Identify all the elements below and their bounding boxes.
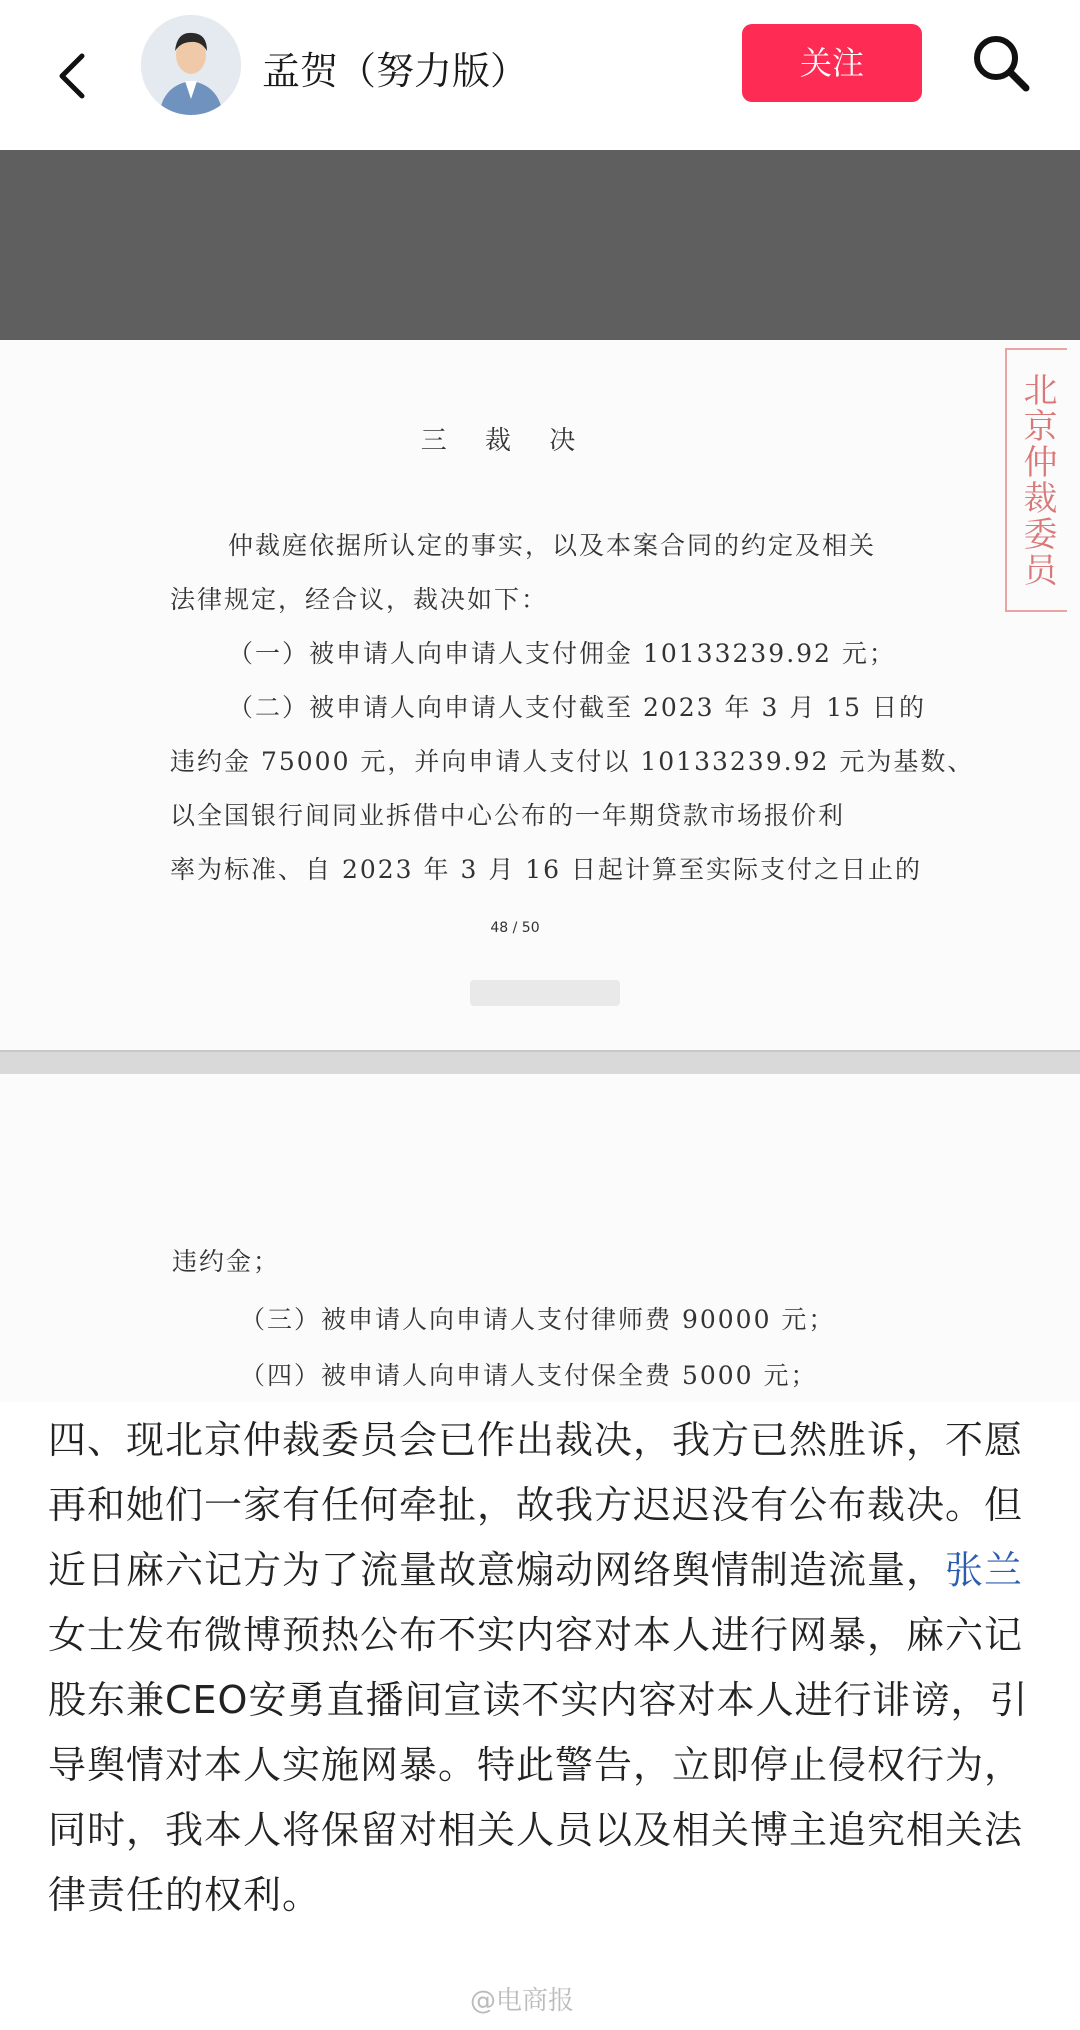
post-image[interactable] bbox=[0, 150, 1080, 1402]
document-title: 三 裁 决 bbox=[420, 426, 580, 456]
document-page-2 bbox=[0, 1074, 1080, 1402]
document-line: 仲裁庭依据所认定的事实，以及本案合同的约定及相关 bbox=[228, 531, 877, 560]
document-line: （二）被申请人向申请人支付截至 2023 年 3 月 15 日的 bbox=[228, 693, 927, 722]
post-text-part: 女士发布微博预热公布不实内容对本人进行网暴，麻六记股东兼CEO安勇直播间宣读不实内容对本人进行诽谤，引导舆情对本人实施网暴。特此警告，立即停止侵权行为，同时，我本人将保留对相关人员以及相关博主追究相关法律责任的权利。 bbox=[48, 1613, 1029, 1917]
document-line: 违约金； bbox=[172, 1247, 281, 1276]
search-button[interactable] bbox=[970, 32, 1032, 94]
document-line: 违约金 75000 元，并向申请人支付以 10133239.92 元为基数、 bbox=[170, 747, 975, 776]
back-button[interactable] bbox=[50, 52, 98, 100]
mention-link[interactable]: 张兰 bbox=[945, 1548, 1024, 1592]
image-dark-band bbox=[0, 150, 1080, 340]
page-divider bbox=[0, 1050, 1080, 1076]
document-line: （一）被申请人向申请人支付佣金 10133239.92 元； bbox=[228, 639, 896, 668]
post-text bbox=[48, 1408, 1038, 1928]
follow-button[interactable]: 关注 bbox=[742, 24, 922, 102]
document-line: （三）被申请人向申请人支付律师费 90000 元； bbox=[240, 1305, 836, 1334]
document-line: 以全国银行间同业拆借中心公布的一年期贷款市场报价利 bbox=[170, 801, 846, 830]
watermark: @电商报 bbox=[470, 1986, 575, 2016]
document-line: 法律规定，经合议，裁决如下： bbox=[170, 585, 549, 614]
document-line: 率为标准、自 2023 年 3 月 16 日起计算至实际支付之日止的 bbox=[170, 855, 923, 884]
chevron-left-icon bbox=[50, 52, 98, 100]
search-icon bbox=[970, 32, 1032, 94]
post-body bbox=[48, 1408, 1038, 1928]
post-text-part: 四、现北京仲裁委员会已作出裁决，我方已然胜诉，不愿再和她们一家有任何牵扯，故我方迟迟没有公布裁决。但近日麻六记方为了流量故意煽动网络舆情制造流量， bbox=[48, 1418, 1024, 1592]
document-line: （四）被申请人向申请人支付保全费 5000 元； bbox=[240, 1361, 818, 1390]
page-number: 48 / 50 bbox=[490, 920, 540, 936]
top-bar bbox=[0, 0, 1080, 150]
blurred-text bbox=[470, 980, 620, 1006]
seal-stamp: 北京仲裁委员 bbox=[1005, 348, 1067, 612]
avatar-image bbox=[141, 15, 241, 115]
username[interactable]: 孟贺（努力版） bbox=[262, 49, 529, 93]
avatar[interactable] bbox=[141, 15, 241, 115]
document-page bbox=[0, 340, 1080, 1050]
